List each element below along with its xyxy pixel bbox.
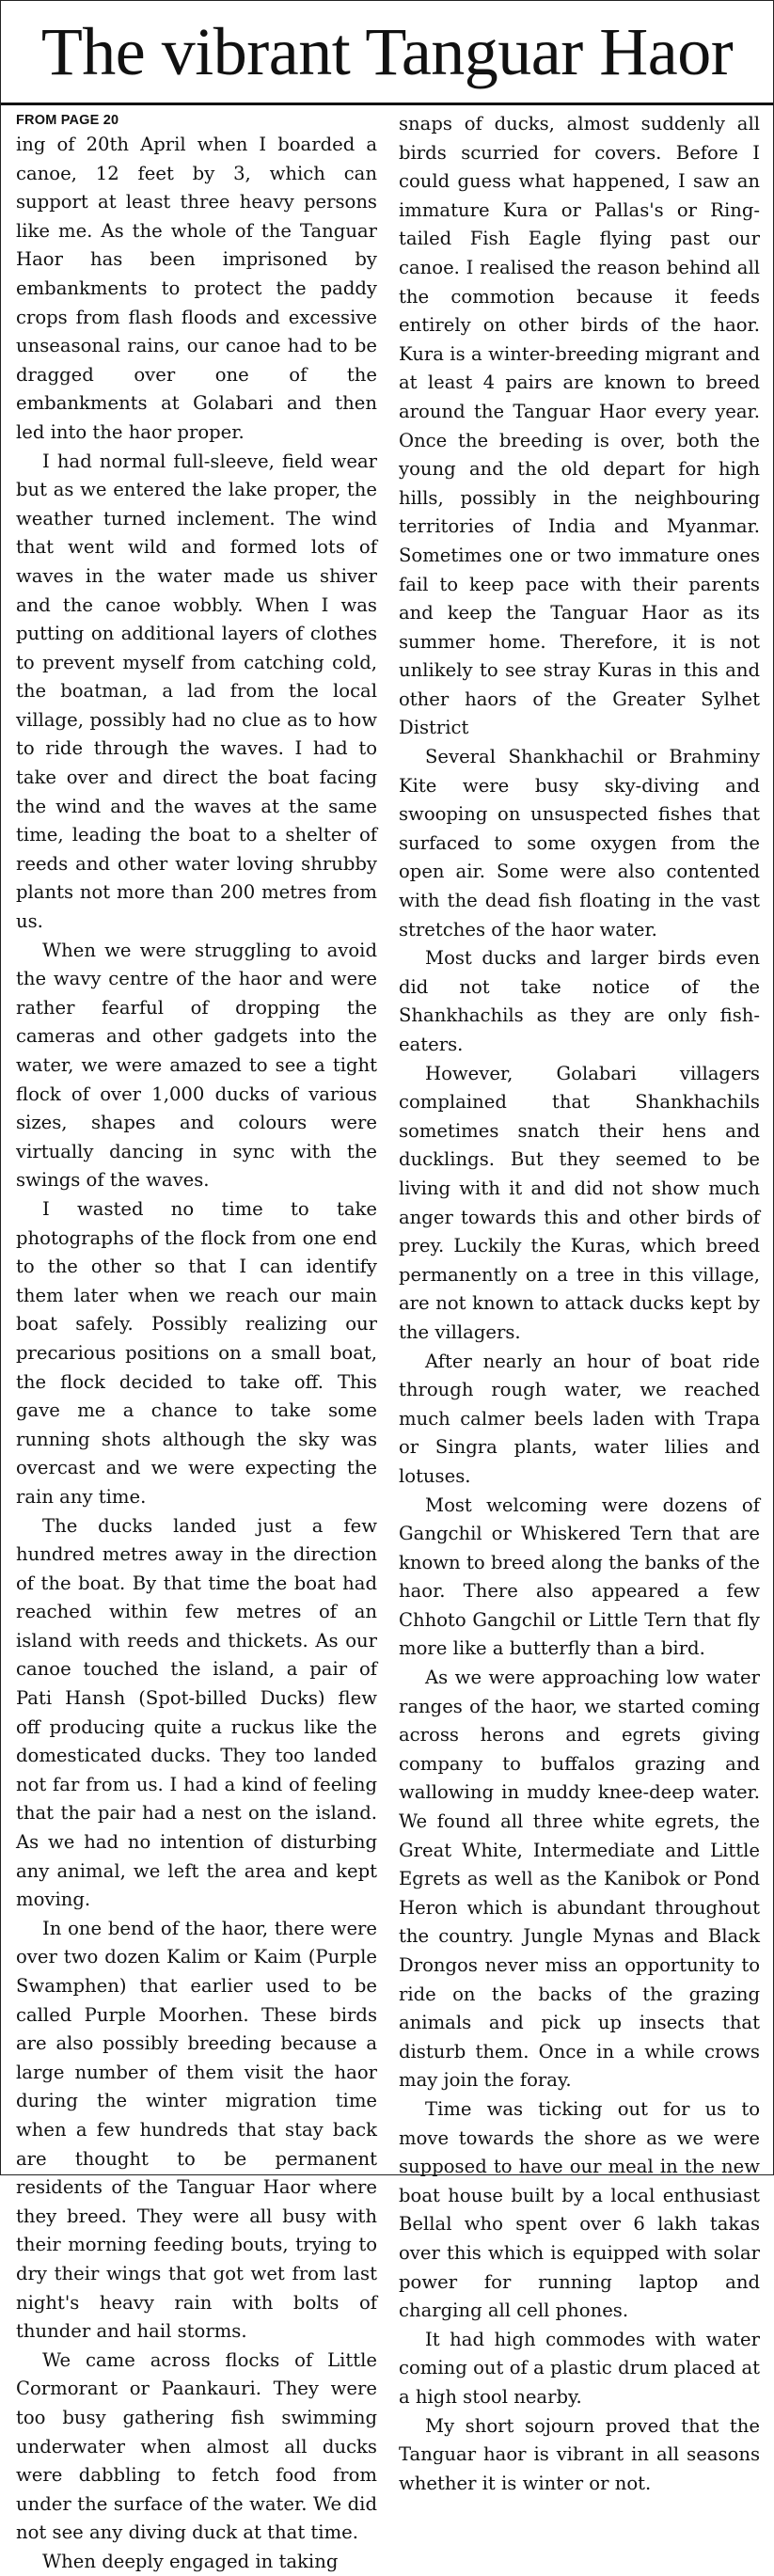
- paragraph: Most ducks and larger birds even did not take notice of the Shankhachils as they are only fish-eaters.: [399, 947, 760, 1055]
- paragraph: I wasted no time to take photographs of the flock from one end to the other so that I can identify them later when we reach our main boat safely. Possibly realizing our precarious positions on a small boat, the flock decided to take off. This gave me a chance to take some running shots although the sky was overcast and we were expecting the rain any time.: [16, 1197, 377, 1508]
- paragraph: As we were approaching low water ranges of the haor, we started coming across herons and egrets giving company to buffalos grazing and wallowing in muddy knee-deep water. We found all three white egrets, the Great White, Intermediate and Little Egrets as well as the Kanibok or Pond Heron which is abundant throughout the country. Jungle Mynas and Black Drongos never miss an opportunity to ride on the backs of the grazing animals and pick up insects that disturb them. Once in a while crows may join the foray.: [399, 1667, 760, 2092]
- paragraph: However, Golabari villagers complained that Shankhachils sometimes snatch their hens and ducklings. But they seemed to be living with it and did not show much anger towards this and other birds of prey. Luckily the Kuras, which breed permanently on a tree in this village, are not known to attack ducks kept by the villagers.: [399, 1062, 760, 1343]
- paragraph: ing of 20th April when I boarded a canoe, 12 feet by 3, which can support at least three heavy persons like me. As the whole of the Tanguar Haor has been imprisoned by embankments to protect the paddy crops from flash floods and excessive unseasonal rains, our canoe had to be dragged over one of the embankments at Golabari and then led into the haor proper.: [16, 134, 377, 443]
- paragraph: Most welcoming were dozens of Gangchil or Whiskered Tern that are known to breed along the banks of the haor. There also appeared a few Chhoto Gangchil or Little Tern that fly more like a butterfly than a bird.: [399, 1493, 760, 1660]
- paragraph: When deeply engaged in taking: [42, 2550, 339, 2572]
- paragraph: In one bend of the haor, there were over two dozen Kalim or Kaim (Purple Swamphen) that earlier used to be called Purple Moorhen. These birds are also possibly breeding because a large number of them visit the haor during the winter migration time when a few hundreds that stay back are thought to be permanent residents of the Tanguar Haor where they breed. They were all busy with their morning feeding bouts, trying to dry their wings that got wet from last night's heavy rain with bolts of thunder and hail storms.: [16, 1917, 377, 2343]
- paragraph: When we were struggling to avoid the wavy centre of the haor and were rather fearful of dropping the cameras and other gadgets into the water, we were amazed to see a tight flock of over 1,000 ducks of various sizes, shapes and colours were virtually dancing in sync with the swings of the waves.: [16, 939, 377, 1192]
- column-right: [399, 110, 760, 2494]
- paragraph: We came across flocks of Little Cormorant or Paankauri. They were too busy gathering fish swimming underwater when almost all ducks were dabbling to fetch food from under the surface of the water. We did not see any diving duck at that time.: [16, 2348, 377, 2544]
- paragraph: My short sojourn proved that the Tanguar haor is vibrant in all seasons whether it is winter or not.: [399, 2414, 760, 2494]
- paragraph: Time was ticking out for us to move towards the shore as we were supposed to have our meal in the new boat house built by a local enthusiast Bellal who spent over 6 lakh takas over this which is equipped with solar power for running laptop and charging all cell phones.: [399, 2097, 760, 2322]
- headline: The vibrant Tanguar Haor: [1, 1, 773, 105]
- paragraph: I had normal full-sleeve, field wear but as we entered the lake proper, the weather turned inclement. The wind that went wild and formed lots of waves in the water made us shiver and the canoe wobbly. When I was putting on additional layers of clothes to prevent myself from catching cold, the boatman, a lad from the local village, possibly had no clue as to how to ride through the waves. I had to take over and direct the boat facing the wind and the waves at the same time, leading the boat to a shelter of reeds and other water loving shrubby plants not more than 200 metres from us.: [16, 450, 377, 933]
- paragraph: After nearly an hour of boat ride through rough water, we reached much calmer beels laden with Trapa or Singra plants, water lilies and lotuses.: [399, 1350, 760, 1487]
- paragraph: It had high commodes with water coming out of a plastic drum placed at a high stool nearby.: [399, 2328, 760, 2408]
- jump-line: FROM PAGE 20: [16, 113, 119, 128]
- paragraph: snaps of ducks, almost suddenly all birds scurried for covers. Before I could guess what happened, I saw an immature Kura or Pallas's or Ring-tailed Fish Eagle flying past our canoe. I realised the reason behind all the commotion because it feeds entirely on other birds of the haor. Kura is a winter-breeding migrant and at least 4 pairs are known to breed around the Tanguar Haor every year. Once the breeding is over, both the young and the old depart for high hills, possibly in the neighbouring territories of India and Myanmar. Sometimes one or two immature ones fail to keep pace with their parents and keep the Tanguar Haor as its summer home. Therefore, it is not unlikely to see stray Kuras in this and other haors of the Greater Sylhet District: [399, 113, 760, 739]
- paragraph: Several Shankhachil or Brahminy Kite were busy sky-diving and swooping on unsuspected fishes that surfaced to some oxygen from the open air. Some were also contented with the dead fish floating in the vast stretches of the haor water.: [399, 746, 760, 940]
- column-left: [16, 110, 377, 2572]
- article-body: [16, 110, 760, 2572]
- paragraph: The ducks landed just a few hundred metres away in the direction of the boat. By that time the boat had reached within few metres of an island with reeds and thickets. As our canoe touched the island, a pair of Pati Hansh (Spot-billed Ducks) flew off producing quite a ruckus like the domesticated ducks. They too landed not far from us. I had a kind of feeling that the pair had a nest on the island. As we had no intention of disturbing any animal, we left the area and kept moving.: [16, 1514, 377, 1911]
